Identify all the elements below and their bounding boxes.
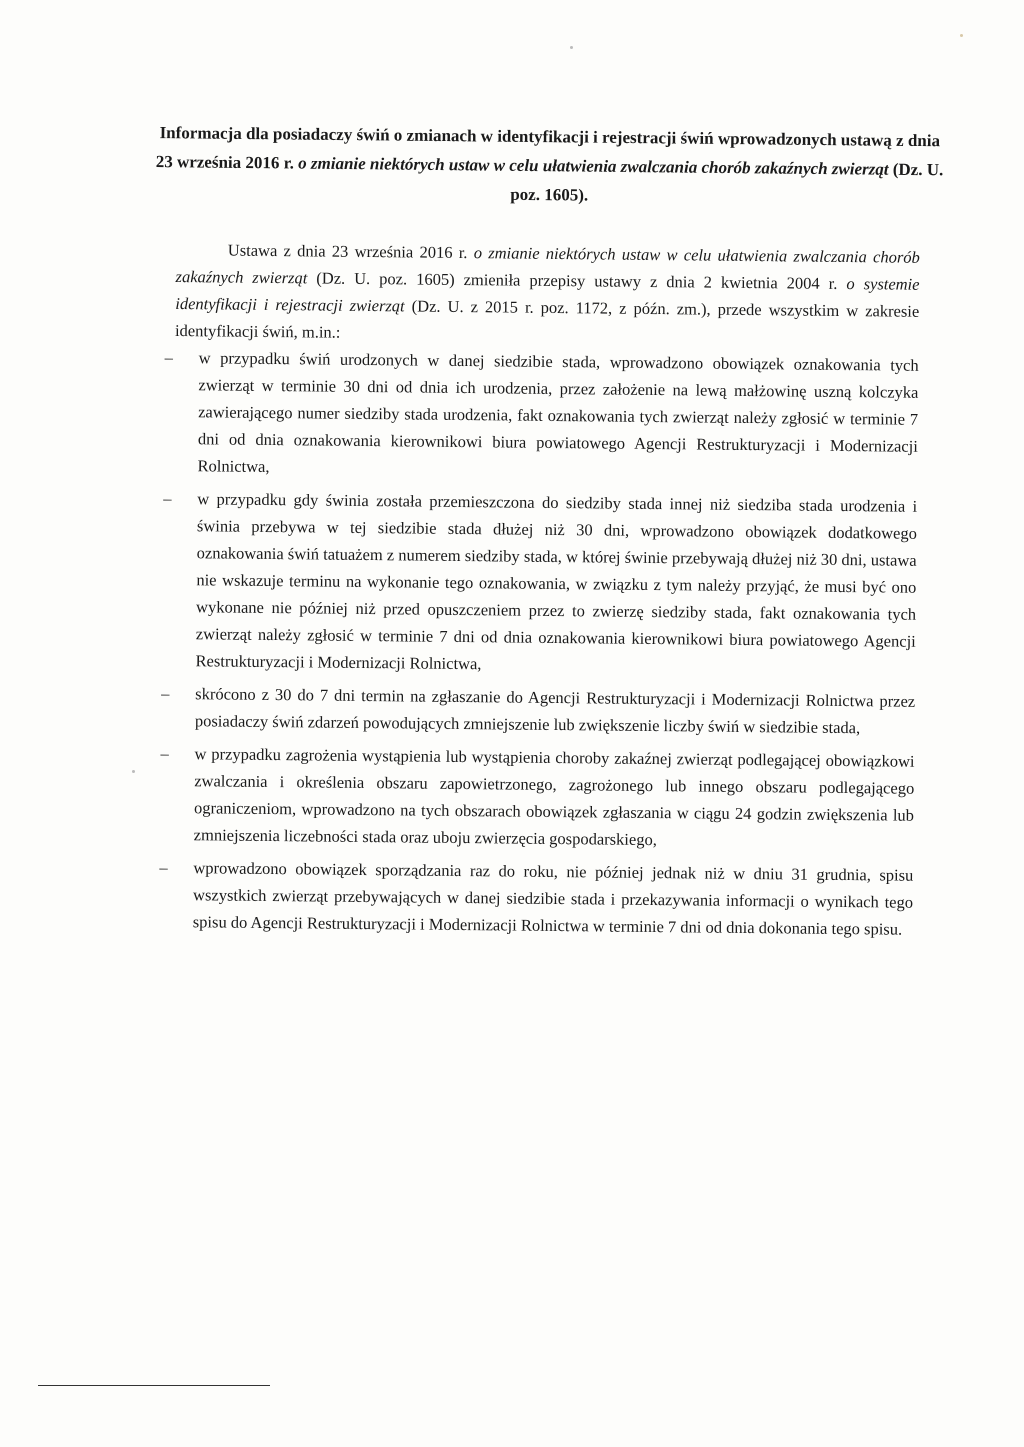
scan-speck [132,770,135,773]
scan-speck [570,46,573,49]
list-item [161,680,916,742]
intro-paragraph [175,236,920,352]
list-dash: – [159,857,168,877]
changes-list [159,344,919,943]
document-body [159,236,920,949]
title-bold-end: (Dz. U. poz. 1605). [510,159,944,205]
list-item [159,854,914,943]
intro-italic-2: o systemie identyfikacji i rejestracji zwierząt [175,274,920,316]
title-bold-part: Informacja dla posiadaczy świń o zmianach w identyfikacji i rejestracji świń wprowadzonych ustawą z dnia 23 września 2016 r. [155,123,941,173]
scan-speck [960,34,963,37]
intro-part-2: (Dz. U. poz. 1605) zmieniła przepisy ustawy z dnia 2 kwietnia 2004 r. [307,268,847,294]
list-item [163,485,918,682]
intro-italic-1: o zmianie niektórych ustaw w celu ułatwienia zwalczania chorób zakaźnych zwierząt [175,243,920,288]
list-item-text: w przypadku gdy świnia została przemieszczona do siedziby stada innej niż siedziba stada urodzenia i świnia przebywa w tej siedzibie stada dłużej niż 30 dni, wprowadzono obowiązek dodatkowego oznakowania świń tatuażem z numerem siedziby stada, w której świnie przebywają dłużej niż 30 dni, ustawa nie wskazuje terminu na wykonanie tego oznakowania, w związku z tym należy przyjąć, że musi być ono wykonane nie później niż przed opuszczeniem przez to zwierzę siedziby stada, fakt oznakowania tych zwierząt należy zgłosić w terminie 7 dni od dnia oznakowania kierownikowi biura powiatowego Agencji Restrukturyzacji i Modernizacji Rolnictwa, [195,489,918,674]
list-item-text: skrócono z 30 do 7 dni termin na zgłaszanie do Agencji Restrukturyzacji i Modernizacji Rolnictwa przez posiadaczy świń zdarzeń powodujących zmniejszenie lub zwiększenie liczby świń w siedzibie stada, [194,684,916,738]
list-item-text: wprowadzono obowiązek sporządzania raz do roku, nie później jednak niż w dniu 31 grudnia, spisu wszystkich zwierząt przebywających w danej siedzibie stada i przekazywania informacji o wynikach tego spisu do Agencji Restrukturyzacji i Modernizacji Rolnictwa w terminie 7 dni od dnia dokonania tego spisu. [192,858,914,939]
list-dash: – [161,683,170,703]
list-dash: – [160,743,169,763]
list-item-text: w przypadku świń urodzonych w danej siedzibie stada, wprowadzono obowiązek oznakowania tych zwierząt w terminie 30 dni od dnia ich urodzenia, przez założenie na lewą małżowinę uszną kolczyka zawierającego numer siedziby stada urodzenia, fakt oznakowania tych zwierząt należy zgłosić w terminie 7 dni od dnia oznakowania kierownikowi biura powiatowego Agencji Restrukturyzacji i Modernizacji Rolnictwa, [197,348,919,476]
list-item-text: w przypadku zagrożenia wystąpienia lub wystąpienia choroby zakaźnej zwierząt podlegającej obowiązkowi zwalczania i określenia obszaru zapowietrzonego, zagrożonego lub innego obszaru podlegającego ograniczeniom, wprowadzono na tych obszarach obowiązek zgłaszania w ciągu 24 godzin zwiększenia lub zmniejszenia liczebności stada oraz uboju zwierzęcia gospodarskiego, [193,744,915,850]
intro-part-1: Ustawa z dnia 23 września 2016 r. [227,240,474,263]
footnote-rule [38,1385,270,1386]
title-italic-part: o zmianie niektórych ustaw w celu ułatwienia zwalczania chorób zakaźnych zwierząt [298,153,889,179]
intro-part-3: (Dz. U. z 2015 r. poz. 1172, z późn. zm.), przede wszystkim w zakresie identyfikacji świń, m.in.: [174,296,920,342]
document-title [149,118,950,213]
list-dash: – [164,347,174,367]
list-item [164,344,919,487]
list-item [160,740,915,856]
list-dash: – [163,488,172,508]
